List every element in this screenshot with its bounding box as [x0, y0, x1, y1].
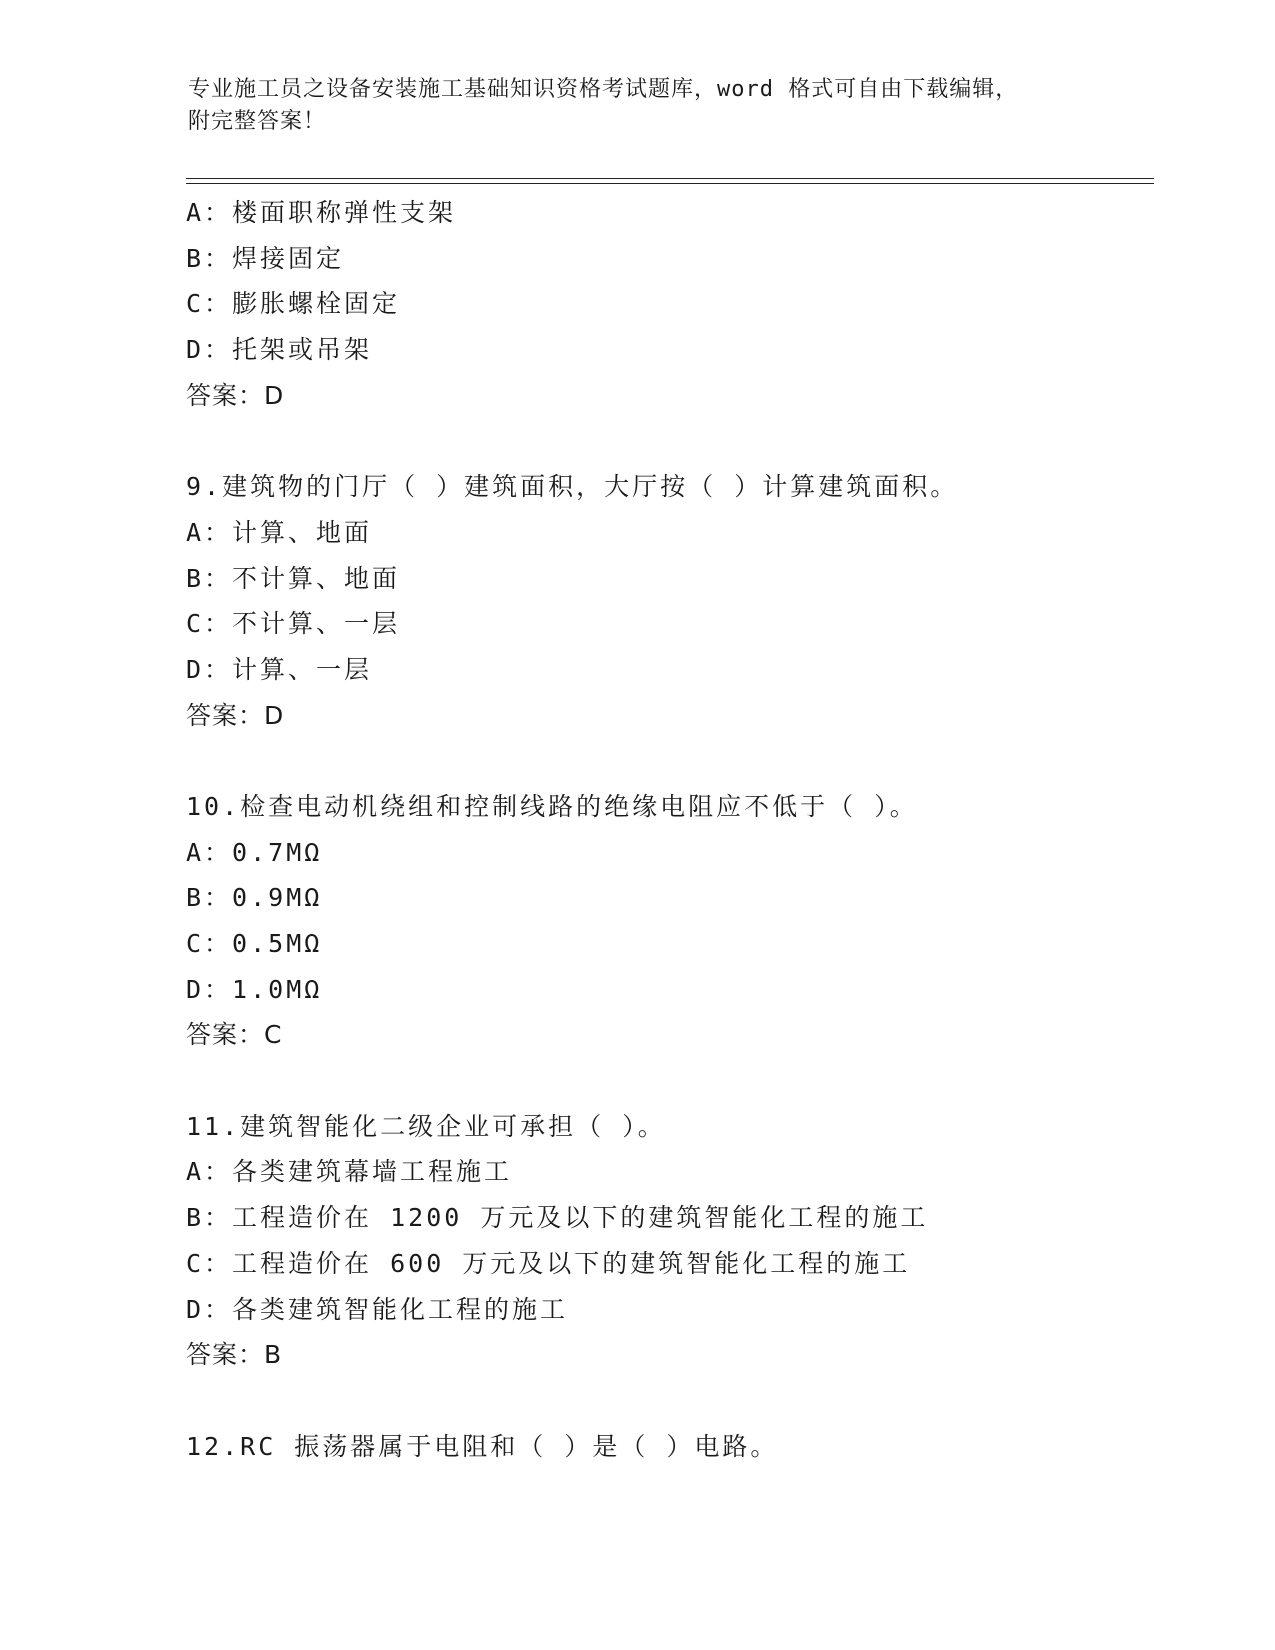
question-list [186, 190, 1146, 1469]
option-b: B：焊接固定 [186, 243, 345, 273]
question-text: 10.检查电动机绕组和控制线路的绝缘电阻应不低于（ ）。 [186, 791, 918, 821]
question-text: 11.建筑智能化二级企业可承担（ ）。 [186, 1111, 666, 1141]
option-b: B：不计算、地面 [186, 563, 401, 593]
option-a: A：0.7MΩ [186, 837, 323, 867]
answer: 答案：B [186, 1340, 283, 1370]
question-11 [186, 1104, 1146, 1378]
option-c: C：膨胀螺栓固定 [186, 289, 401, 319]
question-text: 12.RC 振荡器属于电阻和（ ）是（ ）电路。 [186, 1431, 779, 1461]
option-a: A：楼面职称弹性支架 [186, 198, 457, 227]
spacer [186, 418, 1146, 464]
option-a: A：计算、地面 [186, 517, 373, 547]
document-header [188, 74, 1088, 138]
option-b: B：工程造价在 1200 万元及以下的建筑智能化工程的施工 [186, 1203, 929, 1233]
question-10 [186, 784, 1146, 1058]
option-c: C：不计算、一层 [186, 609, 401, 639]
option-c: C：工程造价在 600 万元及以下的建筑智能化工程的施工 [186, 1248, 911, 1278]
answer: 答案：D [186, 380, 285, 410]
option-b: B：0.9MΩ [186, 883, 323, 913]
question-12 [186, 1424, 1146, 1470]
option-a: A：各类建筑幕墙工程施工 [186, 1157, 513, 1187]
answer: 答案：D [186, 700, 285, 730]
option-d: D：计算、一层 [186, 654, 373, 684]
spacer [186, 738, 1146, 784]
header-text-line-1: 专业施工员之设备安装施工基础知识资格考试题库，word 格式可自由下载编辑， [188, 77, 1019, 102]
question-9 [186, 464, 1146, 738]
option-c: C：0.5MΩ [186, 929, 323, 958]
spacer [186, 1378, 1146, 1424]
question-text: 9.建筑物的门厅（ ）建筑面积，大厅按（ ）计算建筑面积。 [186, 472, 959, 502]
header-divider-bottom [186, 183, 1154, 184]
option-d: D：托架或吊架 [186, 335, 373, 365]
option-d: D：1.0MΩ [186, 974, 323, 1004]
header-divider-top [186, 178, 1154, 179]
answer: 答案：C [186, 1020, 283, 1050]
header-text-line-2: 附完整答案！ [188, 109, 327, 134]
spacer [186, 1058, 1146, 1104]
option-d: D：各类建筑智能化工程的施工 [186, 1294, 569, 1324]
question-8 [186, 190, 1146, 418]
